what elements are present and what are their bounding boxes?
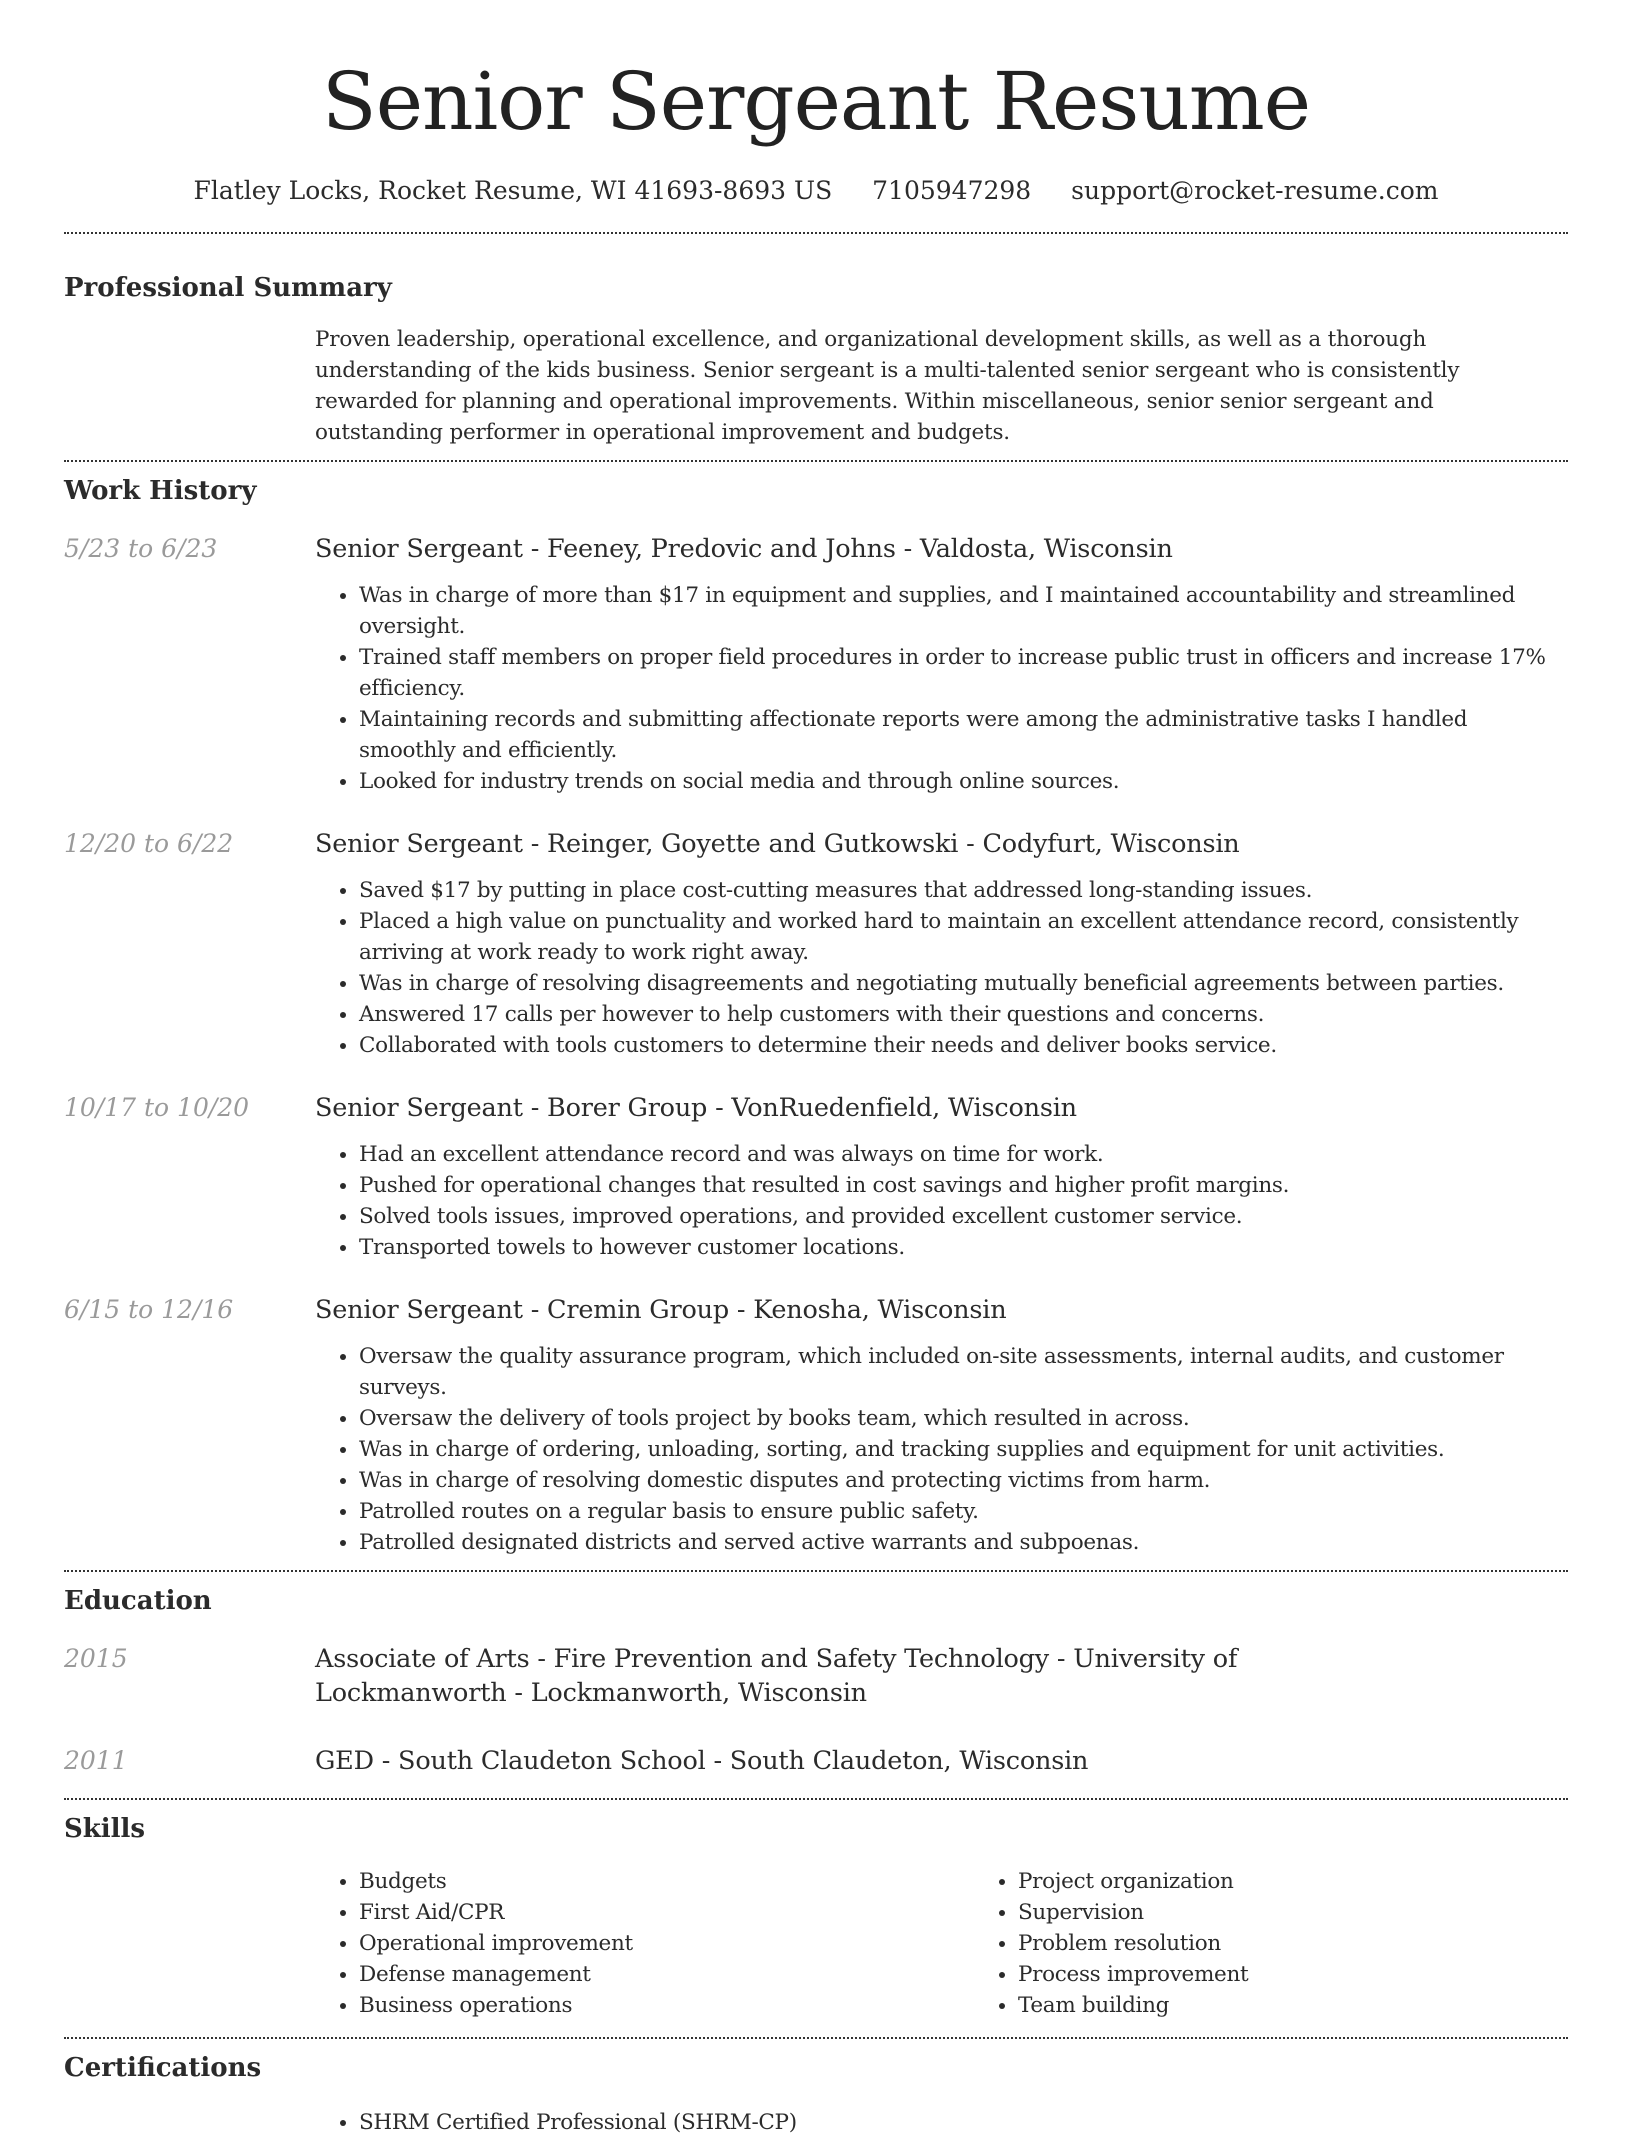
job-bullets: [315, 1139, 1568, 1263]
list-item: • Was in charge of more than $17 in equipment and supplies, and I maintained accountability and streamlined oversight.: [359, 580, 1568, 642]
list-item: • Oversaw the delivery of tools project by books team, which resulted in across.: [359, 1403, 1568, 1434]
list-item: • Patrolled routes on a regular basis to ensure public safety.: [359, 1496, 1568, 1527]
list-item: • Budgets: [359, 1866, 974, 1897]
education-year: 2015: [64, 1644, 128, 1673]
education-section: [64, 1584, 1568, 1778]
section-title-summary: Professional Summary: [64, 273, 392, 303]
list-item: • Was in charge of ordering, unloading, sorting, and tracking supplies and equipment for unit activities.: [359, 1434, 1568, 1465]
job-bullets: [315, 1341, 1568, 1558]
skills-section: [64, 1812, 1568, 2021]
job-dates: 5/23 to 6/23: [64, 534, 218, 563]
list-item: • Placed a high value on punctuality and worked hard to maintain an excellent attendance record, consistently arriving at work ready to work right away.: [359, 906, 1568, 968]
job-dates: 6/15 to 12/16: [64, 1295, 234, 1324]
divider: [64, 232, 1568, 234]
skills-list-left: [315, 1866, 974, 2021]
skills-grid: [315, 1866, 1632, 2021]
list-item: • Patrolled designated districts and served active warrants and subpoenas.: [359, 1527, 1568, 1558]
education-entry: [64, 1642, 1568, 1710]
job-dates: 12/20 to 6/22: [64, 829, 234, 858]
list-item: • Supervision: [1018, 1897, 1632, 1928]
job-bullets: [315, 875, 1568, 1061]
education-title: Associate of Arts - Fire Prevention and Safety Technology - University of Lockmanworth - Lockmanworth, Wisconsin: [315, 1644, 1238, 1708]
contact-email: support@rocket-resume.com: [1071, 176, 1439, 205]
job-title: Senior Sergeant - Reinger, Goyette and Gutkowski - Codyfurt, Wisconsin: [315, 829, 1240, 859]
section-title-skills: Skills: [64, 1814, 146, 1844]
list-item: • Answered 17 calls per however to help customers with their questions and concerns.: [359, 999, 1568, 1030]
list-item: • Trained staff members on proper field procedures in order to increase public trust in officers and increase 17% efficiency.: [359, 642, 1568, 704]
certifications-section: [64, 2051, 1568, 2138]
education-entry: [64, 1744, 1568, 1778]
list-item: • Saved $17 by putting in place cost-cutting measures that addressed long-standing issues.: [359, 875, 1568, 906]
section-title-education: Education: [64, 1586, 212, 1616]
summary-section: [64, 271, 1568, 448]
list-item: • First Aid/CPR: [359, 1897, 974, 1928]
list-item: • Was in charge of resolving domestic disputes and protecting victims from harm.: [359, 1465, 1568, 1496]
divider: [64, 1798, 1568, 1800]
divider: [64, 460, 1568, 462]
job-entry: [64, 1091, 1568, 1263]
divider: [64, 1570, 1568, 1572]
job-bullets: [315, 580, 1568, 797]
resume-title: Senior Sergeant Resume: [321, 55, 1311, 148]
job-title: Senior Sergeant - Feeney, Predovic and Johns - Valdosta, Wisconsin: [315, 534, 1173, 564]
contact-phone: 7105947298: [872, 176, 1032, 205]
list-item: • Had an excellent attendance record and was always on time for work.: [359, 1139, 1568, 1170]
job-title: Senior Sergeant - Cremin Group - Kenosha, Wisconsin: [315, 1295, 1007, 1325]
divider: [64, 2037, 1568, 2039]
skills-list-right: [974, 1866, 1632, 2021]
section-title-certifications: Certifications: [64, 2053, 262, 2083]
list-item: • Maintaining records and submitting affectionate reports were among the administrative tasks I handled smoothly and efficiently.: [359, 704, 1568, 766]
list-item: • Looked for industry trends on social media and through online sources.: [359, 766, 1568, 797]
list-item: • Team building: [1018, 1990, 1632, 2021]
summary-text: Proven leadership, operational excellence, and organizational development skills, as well as a thorough understanding of the kids business. Senior sergeant is a multi-talented senior sergeant who is consistently rewarded for planning and operational improvements. Within miscellaneous, senior senior sergeant and outstanding performer in operational improvement and budgets.: [315, 327, 1460, 445]
list-item: • Pushed for operational changes that resulted in cost savings and higher profit margins.: [359, 1170, 1568, 1201]
list-item: • Process improvement: [1018, 1959, 1632, 1990]
work-history-section: [64, 474, 1568, 1558]
list-item: • Problem resolution: [1018, 1928, 1632, 1959]
education-year: 2011: [64, 1746, 128, 1775]
education-title: GED - South Claudeton School - South Claudeton, Wisconsin: [315, 1746, 1089, 1776]
job-title: Senior Sergeant - Borer Group - VonRuedenfield, Wisconsin: [315, 1093, 1077, 1123]
list-item: • Oversaw the quality assurance program, which included on-site assessments, internal audits, and customer surveys.: [359, 1341, 1568, 1403]
job-dates: 10/17 to 10/20: [64, 1093, 250, 1122]
job-entry: [64, 1293, 1568, 1558]
list-item: • Business operations: [359, 1990, 974, 2021]
list-item: • Operational improvement: [359, 1928, 974, 1959]
list-item: • Project organization: [1018, 1866, 1632, 1897]
job-entry: [64, 827, 1568, 1061]
list-item: • Collaborated with tools customers to determine their needs and deliver books service.: [359, 1030, 1568, 1061]
list-item: • Transported towels to however customer locations.: [359, 1232, 1568, 1263]
job-entry: [64, 532, 1568, 797]
list-item: • SHRM Certified Professional (SHRM-CP): [359, 2107, 1568, 2138]
contact-line: [64, 174, 1568, 208]
list-item: • Defense management: [359, 1959, 974, 1990]
contact-address: Flatley Locks, Rocket Resume, WI 41693-8693 US: [193, 176, 833, 205]
section-title-work-history: Work History: [64, 476, 257, 506]
list-item: • Solved tools issues, improved operations, and provided excellent customer service.: [359, 1201, 1568, 1232]
list-item: • Was in charge of resolving disagreements and negotiating mutually beneficial agreements between parties.: [359, 968, 1568, 999]
